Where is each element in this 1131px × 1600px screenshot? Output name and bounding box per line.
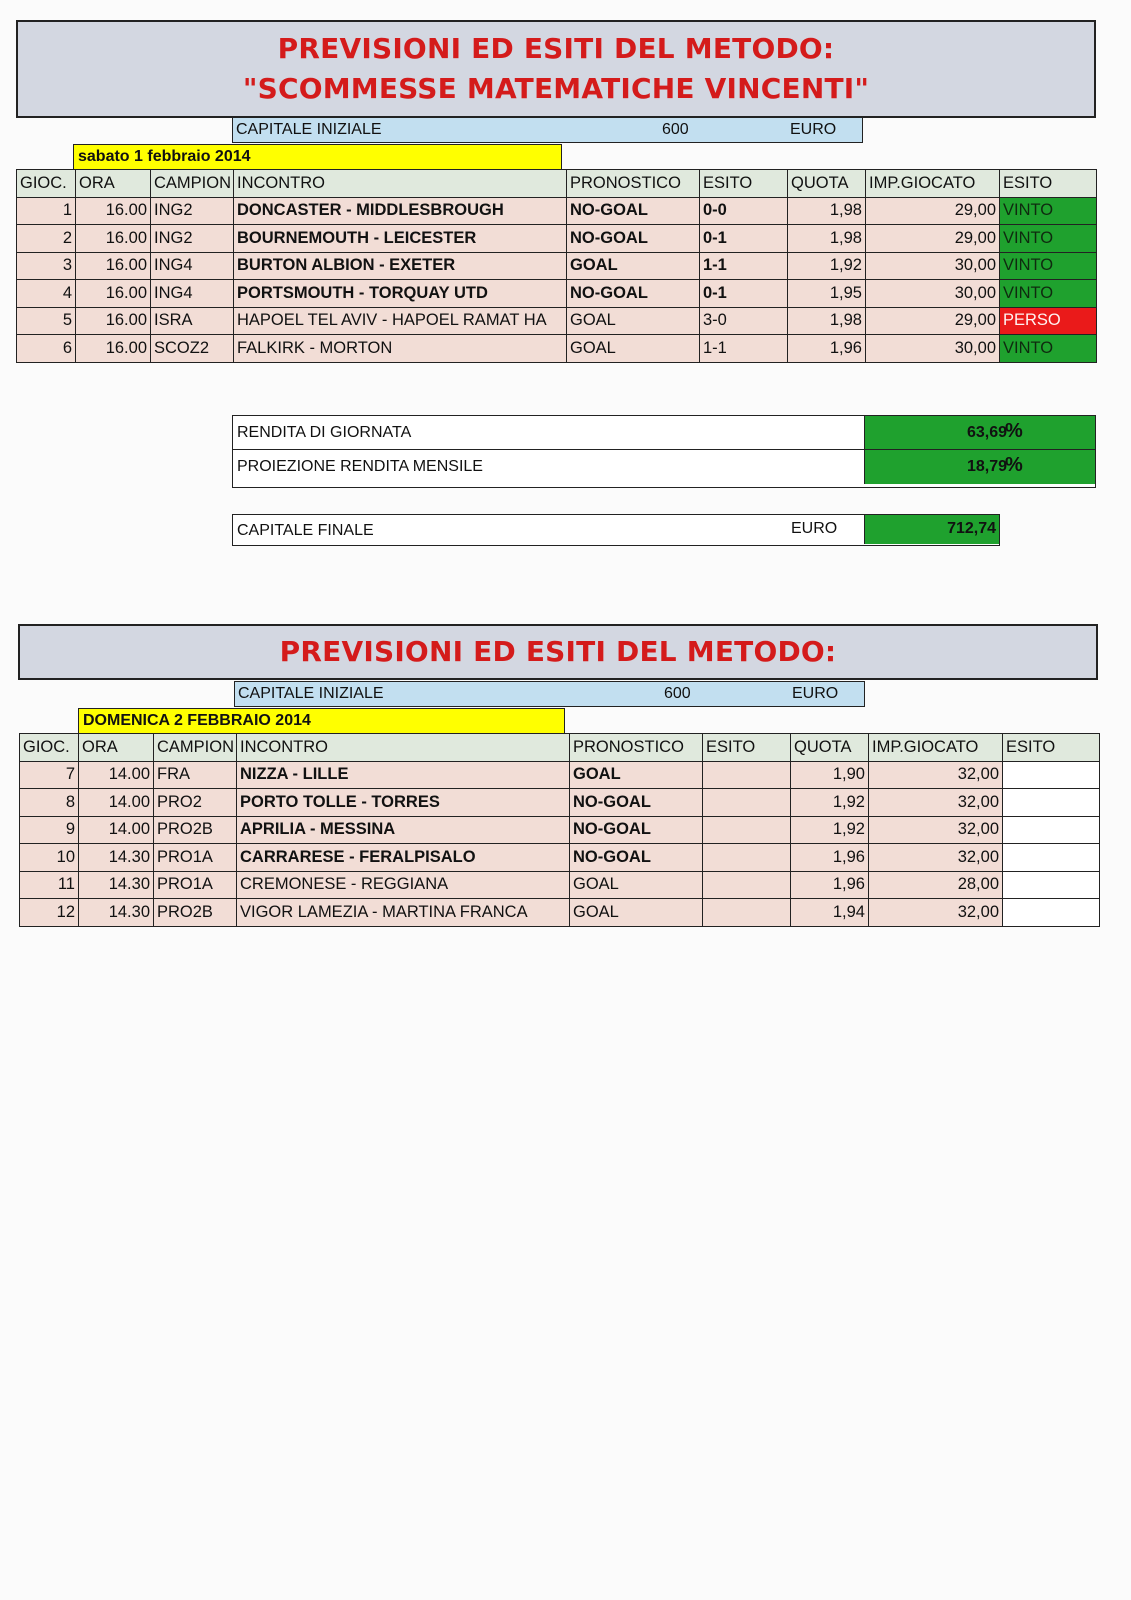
score-cell: 1-1 <box>700 335 788 363</box>
odds-cell: 1,96 <box>791 871 869 899</box>
league-cell: ING2 <box>151 225 234 253</box>
outcome-cell: VINTO <box>1000 197 1097 225</box>
league-cell: ING4 <box>151 280 234 308</box>
title-line-1: PREVISIONI ED ESITI DEL METODO: <box>279 635 837 668</box>
outcome-cell: VINTO <box>1000 335 1097 363</box>
finale-label: CAPITALE FINALE <box>237 522 374 539</box>
match-cell: CREMONESE - REGGIANA <box>237 871 570 899</box>
capital-row-1 <box>232 117 863 143</box>
league-cell: ISRA <box>151 307 234 335</box>
table-row <box>17 197 1097 225</box>
league-cell: ING2 <box>151 197 234 225</box>
title-banner-2 <box>18 624 1098 680</box>
score-cell: 0-1 <box>700 280 788 308</box>
stake-cell: 32,00 <box>869 789 1003 817</box>
outcome-cell: VINTO <box>1000 225 1097 253</box>
match-cell: FALKIRK - MORTON <box>234 335 567 363</box>
league-cell: PRO2B <box>154 899 237 927</box>
outcome-cell <box>1003 816 1100 844</box>
capital-currency: EURO <box>790 121 837 138</box>
time-cell: 14.00 <box>79 761 154 789</box>
gioc-cell: 8 <box>20 789 79 817</box>
date-label-2: DOMENICA 2 FEBBRAIO 2014 <box>78 708 565 734</box>
finale-value: 712,74 <box>947 520 996 537</box>
title-line-1: PREVISIONI ED ESITI DEL METODO: <box>277 32 835 65</box>
odds-cell: 1,98 <box>788 225 866 253</box>
prediction-cell: NO-GOAL <box>570 816 703 844</box>
match-cell: HAPOEL TEL AVIV - HAPOEL RAMAT HA <box>234 307 567 335</box>
column-header: INCONTRO <box>237 734 570 762</box>
stake-cell: 30,00 <box>866 252 1000 280</box>
gioc-cell: 7 <box>20 761 79 789</box>
time-cell: 14.00 <box>79 816 154 844</box>
league-cell: ING4 <box>151 252 234 280</box>
title-line-2: "SCOMMESSE MATEMATICHE VINCENTI" <box>242 72 870 105</box>
stake-cell: 32,00 <box>869 816 1003 844</box>
time-cell: 16.00 <box>76 307 151 335</box>
final-capital-box <box>232 514 1000 546</box>
score-cell <box>703 899 791 927</box>
outcome-cell: PERSO <box>1000 307 1097 335</box>
proiezione-value: 18,79 <box>966 458 1007 475</box>
finale-cell <box>864 515 999 544</box>
time-cell: 16.00 <box>76 252 151 280</box>
outcome-cell <box>1003 761 1100 789</box>
time-cell: 14.30 <box>79 871 154 899</box>
match-cell: BOURNEMOUTH - LEICESTER <box>234 225 567 253</box>
bets-table-1 <box>16 169 1097 363</box>
outcome-cell <box>1003 871 1100 899</box>
gioc-cell: 5 <box>17 307 76 335</box>
column-header: CAMPION <box>151 170 234 198</box>
column-header: IMP.GIOCATO <box>869 734 1003 762</box>
rendita-label: RENDITA DI GIORNATA <box>237 424 412 441</box>
proiezione-cell <box>864 450 1095 484</box>
table-row <box>20 844 1100 872</box>
table-header-row <box>17 170 1097 198</box>
stake-cell: 32,00 <box>869 844 1003 872</box>
score-cell <box>703 789 791 817</box>
capital-value: 600 <box>662 121 689 138</box>
capital-row-2 <box>234 681 865 707</box>
table-row <box>20 871 1100 899</box>
time-cell: 14.30 <box>79 844 154 872</box>
time-cell: 16.00 <box>76 335 151 363</box>
finale-currency: EURO <box>791 520 838 537</box>
score-cell <box>703 871 791 899</box>
table-row <box>20 761 1100 789</box>
match-cell: DONCASTER - MIDDLESBROUGH <box>234 197 567 225</box>
odds-cell: 1,98 <box>788 307 866 335</box>
prediction-cell: NO-GOAL <box>567 280 700 308</box>
outcome-cell <box>1003 844 1100 872</box>
prediction-cell: NO-GOAL <box>570 789 703 817</box>
column-header: QUOTA <box>788 170 866 198</box>
time-cell: 16.00 <box>76 197 151 225</box>
odds-cell: 1,90 <box>791 761 869 789</box>
league-cell: SCOZ2 <box>151 335 234 363</box>
stake-cell: 29,00 <box>866 225 1000 253</box>
gioc-cell: 11 <box>20 871 79 899</box>
score-cell <box>703 761 791 789</box>
match-cell: VIGOR LAMEZIA - MARTINA FRANCA <box>237 899 570 927</box>
prediction-cell: GOAL <box>567 252 700 280</box>
match-cell: CARRARESE - FERALPISALO <box>237 844 570 872</box>
proiezione-row <box>233 450 1095 484</box>
odds-cell: 1,98 <box>788 197 866 225</box>
outcome-cell <box>1003 789 1100 817</box>
odds-cell: 1,95 <box>788 280 866 308</box>
outcome-cell: VINTO <box>1000 252 1097 280</box>
column-header: ESITO <box>1000 170 1097 198</box>
capital-currency: EURO <box>792 685 839 702</box>
prediction-cell: GOAL <box>567 307 700 335</box>
prediction-cell: NO-GOAL <box>567 225 700 253</box>
score-cell: 1-1 <box>700 252 788 280</box>
gioc-cell: 4 <box>17 280 76 308</box>
score-cell: 0-0 <box>700 197 788 225</box>
table-row <box>17 252 1097 280</box>
time-cell: 14.00 <box>79 789 154 817</box>
column-header: ESITO <box>1003 734 1100 762</box>
stake-cell: 28,00 <box>869 871 1003 899</box>
rendita-value: 63,69 <box>966 424 1007 441</box>
time-cell: 14.30 <box>79 899 154 927</box>
table-row <box>17 335 1097 363</box>
table-row <box>20 789 1100 817</box>
prediction-cell: NO-GOAL <box>567 197 700 225</box>
odds-cell: 1,92 <box>791 789 869 817</box>
column-header: ESITO <box>703 734 791 762</box>
column-header: PRONOSTICO <box>570 734 703 762</box>
column-header: QUOTA <box>791 734 869 762</box>
date-label-1: sabato 1 febbraio 2014 <box>73 144 562 170</box>
gioc-cell: 3 <box>17 252 76 280</box>
stake-cell: 30,00 <box>866 280 1000 308</box>
prediction-cell: GOAL <box>570 871 703 899</box>
league-cell: PRO1A <box>154 844 237 872</box>
odds-cell: 1,94 <box>791 899 869 927</box>
title-banner-1 <box>16 20 1096 118</box>
outcome-cell <box>1003 899 1100 927</box>
gioc-cell: 12 <box>20 899 79 927</box>
match-cell: APRILIA - MESSINA <box>237 816 570 844</box>
prediction-cell: NO-GOAL <box>570 844 703 872</box>
table-row <box>20 816 1100 844</box>
column-header: PRONOSTICO <box>567 170 700 198</box>
league-cell: PRO2 <box>154 789 237 817</box>
column-header: IMP.GIOCATO <box>866 170 1000 198</box>
odds-cell: 1,96 <box>791 844 869 872</box>
column-header: GIOC. <box>20 734 79 762</box>
score-cell <box>703 844 791 872</box>
odds-cell: 1,92 <box>791 816 869 844</box>
column-header: ESITO <box>700 170 788 198</box>
outcome-cell: VINTO <box>1000 280 1097 308</box>
match-cell: BURTON ALBION - EXETER <box>234 252 567 280</box>
stake-cell: 30,00 <box>866 335 1000 363</box>
prediction-cell: GOAL <box>570 899 703 927</box>
bets-table-2 <box>19 733 1100 927</box>
capital-value: 600 <box>664 685 691 702</box>
table-row <box>17 280 1097 308</box>
gioc-cell: 2 <box>17 225 76 253</box>
proiezione-label: PROIEZIONE RENDITA MENSILE <box>237 458 483 475</box>
column-header: CAMPION <box>154 734 237 762</box>
column-header: ORA <box>76 170 151 198</box>
prediction-cell: GOAL <box>567 335 700 363</box>
league-cell: FRA <box>154 761 237 789</box>
yield-summary <box>232 415 1096 488</box>
score-cell: 3-0 <box>700 307 788 335</box>
stake-cell: 32,00 <box>869 899 1003 927</box>
match-cell: NIZZA - LILLE <box>237 761 570 789</box>
score-cell: 0-1 <box>700 225 788 253</box>
gioc-cell: 9 <box>20 816 79 844</box>
rendita-cell <box>864 416 1095 449</box>
odds-cell: 1,92 <box>788 252 866 280</box>
table-row <box>17 307 1097 335</box>
gioc-cell: 10 <box>20 844 79 872</box>
league-cell: PRO1A <box>154 871 237 899</box>
gioc-cell: 6 <box>17 335 76 363</box>
odds-cell: 1,96 <box>788 335 866 363</box>
stake-cell: 29,00 <box>866 307 1000 335</box>
time-cell: 16.00 <box>76 225 151 253</box>
table-header-row <box>20 734 1100 762</box>
column-header: GIOC. <box>17 170 76 198</box>
table-row <box>17 225 1097 253</box>
match-cell: PORTO TOLLE - TORRES <box>237 789 570 817</box>
column-header: ORA <box>79 734 154 762</box>
column-header: INCONTRO <box>234 170 567 198</box>
match-cell: PORTSMOUTH - TORQUAY UTD <box>234 280 567 308</box>
gioc-cell: 1 <box>17 197 76 225</box>
score-cell <box>703 816 791 844</box>
table-row <box>20 899 1100 927</box>
capital-label: CAPITALE INIZIALE <box>238 685 384 702</box>
percent-sign: % <box>1005 454 1023 476</box>
league-cell: PRO2B <box>154 816 237 844</box>
stake-cell: 32,00 <box>869 761 1003 789</box>
capital-label: CAPITALE INIZIALE <box>236 121 382 138</box>
rendita-row <box>233 416 1095 450</box>
time-cell: 16.00 <box>76 280 151 308</box>
prediction-cell: GOAL <box>570 761 703 789</box>
stake-cell: 29,00 <box>866 197 1000 225</box>
percent-sign: % <box>1005 420 1023 442</box>
